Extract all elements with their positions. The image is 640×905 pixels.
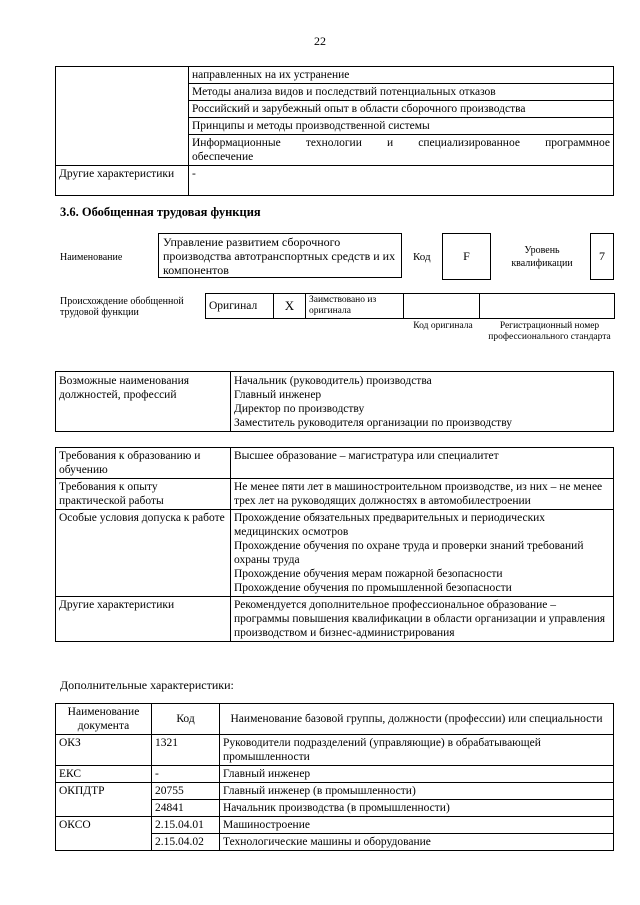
position-item: Начальник (руководитель) производства: [234, 375, 432, 387]
knowledge-item: Принципы и методы производственной системы: [189, 118, 614, 135]
header-name: Наименование базовой группы, должности (профессии) или специальности: [220, 704, 614, 735]
header-document: Наименование документа: [56, 704, 152, 735]
experience-label: Требования к опыту практической работы: [56, 479, 231, 510]
borrowed-label: Заимствовано из оригинала: [306, 294, 404, 319]
extra-title: Дополнительные характеристики:: [60, 678, 234, 692]
original-label: Оригинал: [206, 294, 274, 319]
level-label: Уровень квалификации: [511, 245, 573, 269]
other-value: Рекомендуется дополнительное профессиональное образование – программы повышения квалификации в области организации и управления производством и бизнес-администрирования: [231, 597, 614, 642]
knowledge-item: Информационные технологии и специализированное программное обеспечение: [189, 135, 614, 166]
table-row: 24841 Начальник производства (в промышленности): [56, 800, 614, 817]
knowledge-table: [55, 66, 614, 196]
code-label: Код: [413, 251, 431, 263]
code-caption: Код оригинала: [413, 321, 473, 331]
position-item: Заместитель руководителя организации по производству: [234, 417, 512, 429]
admission-item: Прохождение обязательных предварительных и периодических медицинских осмотров: [234, 512, 546, 538]
position-item: Директор по производству: [234, 403, 365, 415]
positions-table: [55, 371, 614, 432]
other-characteristics-value: -: [189, 166, 614, 196]
origin-label: Происхождение обобщенной трудовой функции: [60, 296, 184, 318]
knowledge-item: Российский и зарубежный опыт в области сборочного производства: [189, 101, 614, 118]
admission-values: [231, 510, 614, 597]
knowledge-item: направленных на их устранение: [189, 67, 614, 84]
requirements-table: [55, 447, 614, 642]
knowledge-label-cell: [56, 67, 189, 84]
position-item: Главный инженер: [234, 389, 322, 401]
registration-caption: Регистрационный номер профессионального стандарта: [488, 321, 611, 342]
name-label: Наименование: [60, 252, 123, 263]
education-value: Высшее образование – магистратура или специалитет: [231, 448, 614, 479]
experience-value: Не менее пяти лет в машиностроительном производстве, из них – не менее трех лет на руководящих должностях в автомобилестроении: [231, 479, 614, 510]
admission-item: Прохождение обучения мерам пожарной безопасности: [234, 568, 503, 580]
section-title: 3.6. Обобщенная трудовая функция: [60, 205, 261, 219]
original-mark: X: [274, 294, 306, 319]
table-row: ОКЗ 1321 Руководители подразделений (управляющие) в обрабатывающей промышленности: [56, 735, 614, 766]
extra-table: [55, 703, 614, 851]
page-number: 22: [314, 34, 326, 48]
table-row: ОКСО 2.15.04.01 Машиностроение: [56, 817, 614, 834]
knowledge-item: Методы анализа видов и последствий потенциальных отказов: [189, 84, 614, 101]
function-name: Управление развитием сборочного производства автотранспортных средств и их компонентов: [158, 233, 402, 278]
code-value: F: [442, 233, 491, 280]
admission-item: Прохождение обучения по охране труда и проверки знаний требований охраны труда: [234, 540, 584, 566]
table-row: ОКПДТР 20755 Главный инженер (в промышленности): [56, 783, 614, 800]
origin-table: [205, 293, 615, 319]
original-code-cell: [404, 294, 480, 319]
table-row: 2.15.04.02 Технологические машины и оборудование: [56, 834, 614, 851]
admission-item: Прохождение обучения по промышленной безопасности: [234, 582, 512, 594]
other-label: Другие характеристики: [56, 597, 231, 642]
header-code: Код: [152, 704, 220, 735]
positions-label: Возможные наименования должностей, профессий: [56, 372, 231, 432]
admission-label: Особые условия допуска к работе: [56, 510, 231, 597]
other-characteristics-label: Другие характеристики: [56, 166, 189, 196]
level-value: 7: [590, 233, 614, 280]
registration-number-cell: [480, 294, 615, 319]
table-row: ЕКС - Главный инженер: [56, 766, 614, 783]
positions-values: [231, 372, 614, 432]
education-label: Требования к образованию и обучению: [56, 448, 231, 479]
